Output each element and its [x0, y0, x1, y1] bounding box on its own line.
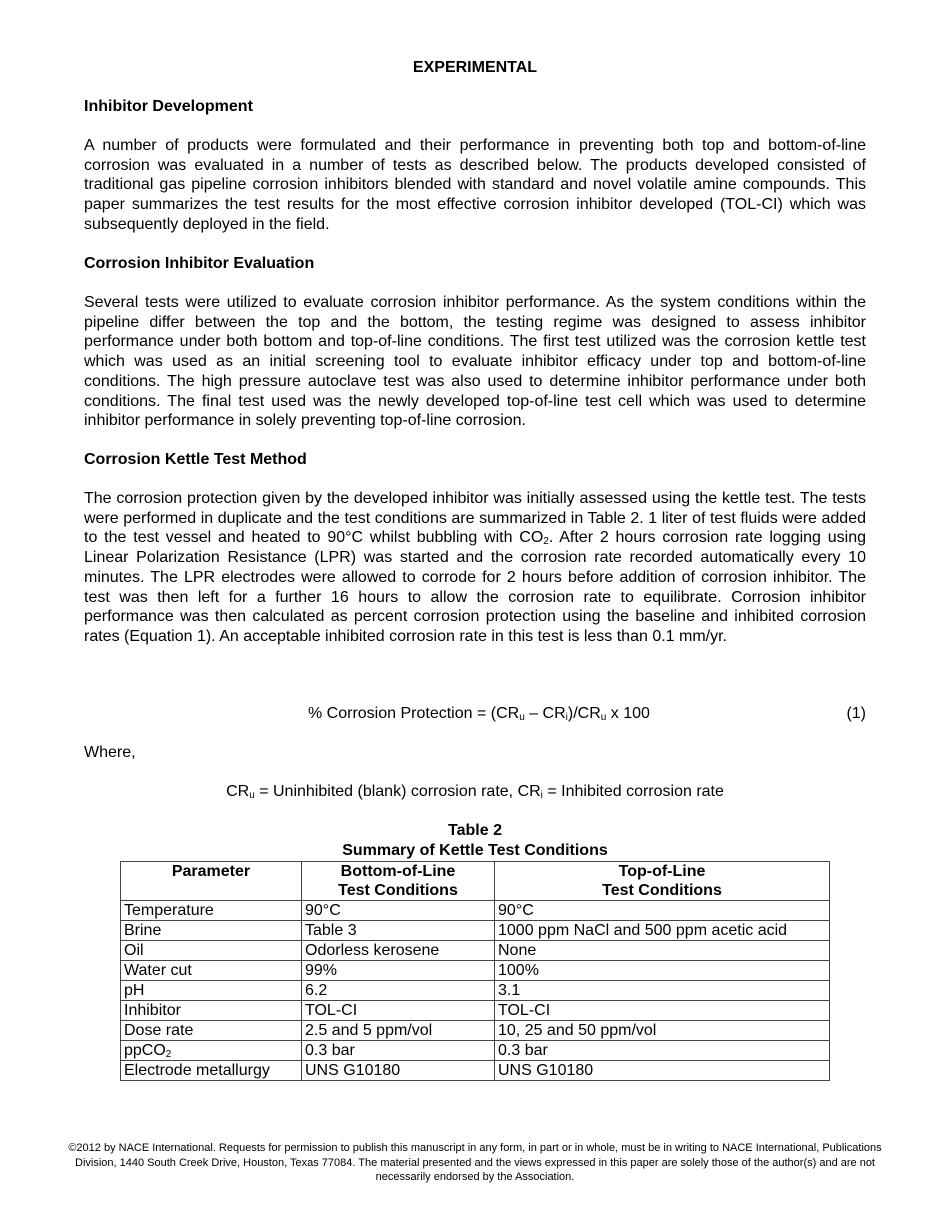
header-text: Top-of-Line	[618, 863, 706, 880]
equation-part: )/CR	[567, 705, 601, 722]
table-cell-parameter	[121, 961, 302, 981]
cell-subscript: 2	[165, 1049, 172, 1060]
table-caption: Summary of Kettle Test Conditions	[342, 842, 608, 859]
table-row	[121, 961, 830, 981]
heading-inhibitor-development: Inhibitor Development	[84, 98, 253, 115]
definition-subscript: i	[540, 790, 543, 801]
table-cell-parameter	[121, 941, 302, 961]
paragraph-corrosion-inhibitor-evaluation: Several tests were utilized to evaluate corrosion inhibitor performance. As the system conditions within the pipeline differ between the top and the bottom, the testing regime was designed to assess inhibitor performance under both bottom and top-of-line conditions. The first test utilized was the corrosion kettle test which was used as an initial screening tool to evaluate inhibitor efficacy under top and bottom-of-line conditions. The high pressure autoclave test was also used to determine inhibitor performance under both conditions. The final test used was the newly developed top-of-line test cell which was used to determine inhibitor performance in solely preventing top-of-line corrosion.	[84, 294, 866, 430]
cell-text: Dose rate	[124, 1022, 194, 1039]
table-cell-bottom: 6.2	[302, 981, 495, 1001]
table-row	[121, 981, 830, 1001]
table-cell-top: 100%	[495, 961, 830, 981]
definition-part: = Inhibited corrosion rate	[542, 783, 724, 800]
table-cell-parameter	[121, 921, 302, 941]
heading-corrosion-kettle-test-method: Corrosion Kettle Test Method	[84, 451, 307, 468]
table-cell-top: None	[495, 941, 830, 961]
table-cell-parameter	[121, 901, 302, 921]
table-cell-top: 3.1	[495, 981, 830, 1001]
paragraph-corrosion-kettle-test-method	[84, 489, 866, 647]
cell-text: Oil	[124, 942, 144, 959]
table-number: Table 2	[448, 822, 502, 839]
equation-part: x 100	[606, 705, 650, 722]
equation-part: – CR	[524, 705, 566, 722]
table-cell-parameter	[121, 1001, 302, 1021]
cell-text: Inhibitor	[124, 1002, 181, 1019]
table-row	[121, 941, 830, 961]
where-label: Where,	[84, 744, 136, 761]
table-cell-bottom: Odorless kerosene	[302, 941, 495, 961]
header-top-of-line	[495, 862, 830, 901]
table-cell-top: 90°C	[495, 901, 830, 921]
equation-definitions	[0, 782, 950, 802]
table-row	[121, 921, 830, 941]
table-cell-top: TOL-CI	[495, 1001, 830, 1021]
definition-subscript: u	[249, 790, 255, 801]
equation-subscript: u	[600, 712, 607, 723]
table-cell-top: 10, 25 and 50 ppm/vol	[495, 1021, 830, 1041]
table-cell-parameter	[121, 1021, 302, 1041]
paragraph-inhibitor-development: A number of products were formulated and their performance in preventing both top and bottom-of-line corrosion was evaluated in a number of tests as described below. The products developed consisted of traditional gas pipeline corrosion inhibitors blended with standard and novel volatile amine compounds. This paper summarizes the test results for the most effective corrosion inhibitor developed (TOL-CI) which was subsequently deployed in the field.	[84, 137, 866, 233]
equation-subscript: u	[519, 712, 525, 723]
copyright-footer: ©2012 by NACE International. Requests for permission to publish this manuscript in any form, in part or in whole, must be in writing to NACE International, Publications Division, 1440 South Creek Drive, Houston, Texas 77084. The material presented and the views expressed in this paper are solely those of the author(s) and are not necessarily endorsed by the Association.	[68, 1142, 882, 1183]
equation-part: % Corrosion Protection = (CR	[308, 705, 520, 722]
header-parameter	[121, 862, 302, 901]
heading-corrosion-inhibitor-evaluation: Corrosion Inhibitor Evaluation	[84, 255, 315, 272]
cell-text: ppCO	[124, 1042, 166, 1059]
kettle-text-subscript: 2	[543, 536, 549, 548]
table-cell-parameter	[121, 1041, 302, 1061]
table-cell-bottom: TOL-CI	[302, 1001, 495, 1021]
equation	[308, 704, 650, 724]
header-bottom-of-line	[302, 862, 495, 901]
definition-part: = Uninhibited (blank) corrosion rate, CR	[254, 783, 541, 800]
table-row	[121, 1041, 830, 1061]
header-text: Bottom-of-Line	[340, 863, 456, 880]
table-cell-top: UNS G10180	[495, 1061, 830, 1081]
cell-text: Electrode metallurgy	[124, 1062, 270, 1079]
equation-number: (1)	[846, 705, 866, 722]
table-cell-bottom: 2.5 and 5 ppm/vol	[302, 1021, 495, 1041]
definition-part: CR	[226, 783, 250, 800]
table-cell-bottom: Table 3	[302, 921, 495, 941]
cell-text: Water cut	[124, 962, 192, 979]
table-cell-top: 0.3 bar	[495, 1041, 830, 1061]
cell-text: pH	[124, 982, 145, 999]
equation-subscript: i	[565, 712, 568, 723]
section-title: EXPERIMENTAL	[412, 59, 538, 76]
cell-text: Temperature	[124, 902, 214, 919]
header-text: Test Conditions	[338, 882, 458, 899]
kettle-test-conditions-table	[120, 861, 830, 1081]
cell-text: Brine	[124, 922, 162, 939]
table-cell-bottom: UNS G10180	[302, 1061, 495, 1081]
table-cell-parameter	[121, 1061, 302, 1081]
header-text: Parameter	[171, 863, 251, 880]
header-text: Test Conditions	[602, 882, 722, 899]
kettle-text-part-2: . After 2 hours corrosion rate logging using Linear Polarization Resistance (LPR) was started and the corrosion rate recorded automatically every 10 minutes. The LPR electrodes were allowed to corrode for 2 hours before addition of corrosion inhibitor. The test was then left for a further 16 hours to allow the corrosion rate to equilibrate. Corrosion inhibitor performance was then calculated as percent corrosion protection using the baseline and inhibited corrosion rates (Equation 1). An acceptable inhibited corrosion rate in this test is less than 0.1 mm/yr.	[84, 529, 867, 645]
table-row	[121, 1021, 830, 1041]
table-row	[121, 1001, 830, 1021]
table-cell-top: 1000 ppm NaCl and 500 ppm acetic acid	[495, 921, 830, 941]
table-cell-bottom: 99%	[302, 961, 495, 981]
table-cell-bottom: 90°C	[302, 901, 495, 921]
table-cell-bottom: 0.3 bar	[302, 1041, 495, 1061]
table-header-row	[121, 862, 830, 901]
table-cell-parameter	[121, 981, 302, 1001]
table-row	[121, 901, 830, 921]
equation-row	[84, 704, 866, 724]
kettle-text-part-1: The corrosion protection given by the developed inhibitor was initially assessed using the kettle test. The tests were performed in duplicate and the test conditions are summarized in Table 2. 1 liter of test fluids were added to the test vessel and heated to 90°C whilst bubbling with CO	[84, 490, 866, 547]
table-row	[121, 1061, 830, 1081]
